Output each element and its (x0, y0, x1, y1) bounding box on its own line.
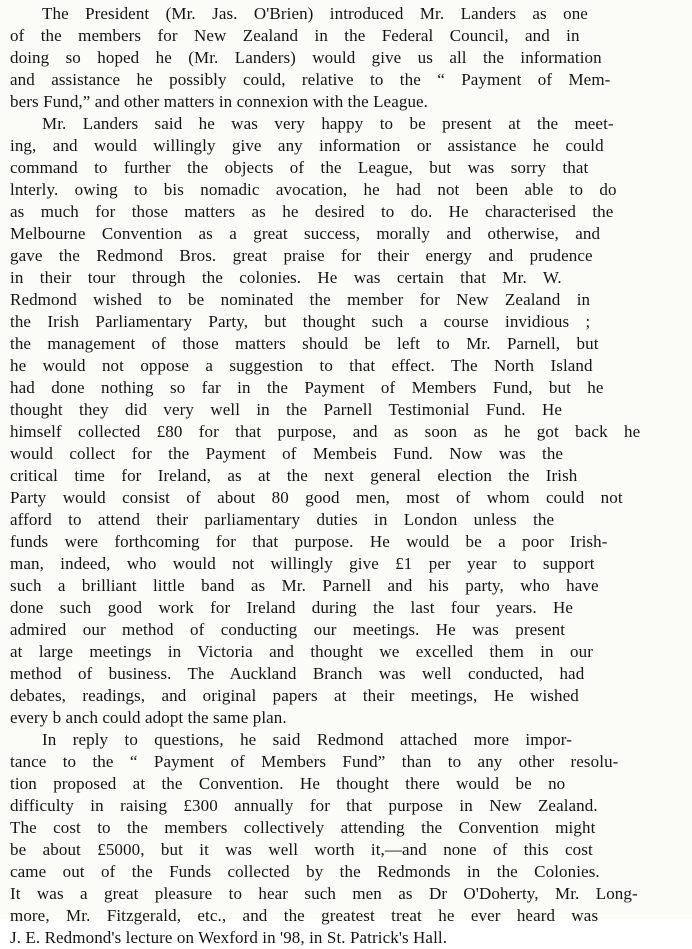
text-line (10, 25, 690, 47)
line-text: funds were forthcoming for that purpose. He would be a poor Irish- (10, 532, 608, 551)
line-text: lnterly. owing to bis nomadic avocation, he had not been able to do (10, 180, 617, 199)
text-line: every b anch could adopt the same plan. (10, 708, 287, 727)
line-text: gave the Redmond Bros. great praise for their energy and prudence (10, 246, 593, 265)
paragraph-first-line (10, 113, 690, 135)
text-line (10, 883, 690, 905)
text-line (10, 179, 690, 201)
line-text: man, indeed, who would not willingly give £1 per year to support (10, 554, 595, 573)
text-line (10, 795, 690, 817)
text-line (10, 289, 690, 311)
paragraph-first-line (10, 729, 690, 751)
line-text: debates, readings, and original papers at their meetings, He wished (10, 686, 579, 705)
text-line (10, 487, 690, 509)
line-text: difficulty in raising £300 annually for that purpose in New Zealand. (10, 796, 598, 815)
text-line (10, 443, 690, 465)
text-line (10, 663, 690, 685)
line-text: such a brilliant little band as Mr. Parnell and his party, who have (10, 576, 599, 595)
line-text: Party would consist of about 80 good men, most of whom could not (10, 488, 623, 507)
text-line (10, 201, 690, 223)
text-line (10, 311, 690, 333)
line-text: method of business. The Auckland Branch was well conducted, had (10, 664, 585, 683)
line-text: tion proposed at the Convention. He thought there would be no (10, 774, 566, 793)
text-line (10, 531, 690, 553)
line-text: and assistance he possibly could, relative to the “ Payment of Mem- (10, 70, 611, 89)
line-text: the Irish Parliamentary Party, but thought such a course invidious ; (10, 312, 591, 331)
line-text: The President (Mr. Jas. O'Brien) introduced Mr. Landers as one (42, 4, 588, 23)
line-text: more, Mr. Fitzgerald, etc., and the greatest treat he ever heard was (10, 906, 599, 925)
text-line (10, 861, 690, 883)
line-text: in their tour through the colonies. He was certain that Mr. W. (10, 268, 562, 287)
text-line (10, 575, 690, 597)
text-line (10, 685, 690, 707)
line-text: afford to attend their parliamentary duties in London unless the (10, 510, 555, 529)
line-text: The cost to the members collectively attending the Convention might (10, 818, 596, 837)
paragraph-first-line (10, 3, 690, 25)
text-line (10, 377, 690, 399)
line-text: tance to the “ Payment of Members Fund” than to any other resolu- (10, 752, 619, 771)
text-line (10, 553, 690, 575)
text-line (10, 421, 690, 443)
text-line (10, 399, 690, 421)
line-text: came out of the Funds collected by the Redmonds in the Colonies. (10, 862, 600, 881)
text-line (10, 839, 690, 861)
line-text: at large meetings in Victoria and thought we excelled them in our (10, 642, 593, 661)
text-line (10, 465, 690, 487)
text-line (10, 267, 690, 289)
line-text: Mr. Landers said he was very happy to be present at the meet- (42, 114, 614, 133)
line-text: of the members for New Zealand in the Federal Council, and in (10, 26, 580, 45)
text-line (10, 135, 690, 157)
line-text: thought they did very well in the Parnell Testimonial Fund. He (10, 400, 562, 419)
text-line (10, 817, 690, 839)
text-line (10, 333, 690, 355)
line-text: critical time for Ireland, as at the next general election the Irish (10, 466, 578, 485)
line-text: ing, and would willingly give any information or assistance he could (10, 136, 604, 155)
text-line (10, 619, 690, 641)
text-line (10, 905, 690, 927)
text-line (10, 69, 690, 91)
line-text: himself collected £80 for that purpose, and as soon as he got back he (10, 422, 641, 441)
text-line: bers Fund,” and other matters in connexion with the League. (10, 92, 429, 111)
text-line (10, 773, 690, 795)
text-line: J. E. Redmond's lecture on Wexford in '98, in St. Patrick's Hall. (10, 928, 448, 947)
line-text: done such good work for Ireland during the last four years. He (10, 598, 574, 617)
text-line (10, 157, 690, 179)
text-line (10, 641, 690, 663)
text-line (10, 751, 690, 773)
line-text: be about £5000, but it was well worth it,—and none of this cost (10, 840, 593, 859)
line-text: he would not oppose a suggestion to that effect. The North Island (10, 356, 593, 375)
line-text: In reply to questions, he said Redmond attached more impor- (42, 730, 572, 749)
text-line (10, 597, 690, 619)
line-text: the management of those matters should be left to Mr. Parnell, but (10, 334, 599, 353)
text-line (10, 355, 690, 377)
line-text: as much for those matters as he desired to do. He characterised the (10, 202, 614, 221)
line-text: had done nothing so far in the Payment of Members Fund, but he (10, 378, 604, 397)
text-line (10, 509, 690, 531)
line-text: Redmond wished to be nominated the member for New Zealand in (10, 290, 591, 309)
line-text: admired our method of conducting our meetings. He was present (10, 620, 566, 639)
text-line (10, 47, 690, 69)
line-text: Melbourne Convention as a great success, morally and otherwise, and (10, 224, 601, 243)
line-text: It was a great pleasure to hear such men as Dr O'Doherty, Mr. Long- (10, 884, 638, 903)
text-line (10, 223, 690, 245)
text-line (10, 245, 690, 267)
line-text: doing so hoped he (Mr. Landers) would give us all the information (10, 48, 602, 67)
line-text: would collect for the Payment of Membeis Fund. Now was the (10, 444, 564, 463)
line-text: command to further the objects of the League, but was sorry that (10, 158, 589, 177)
